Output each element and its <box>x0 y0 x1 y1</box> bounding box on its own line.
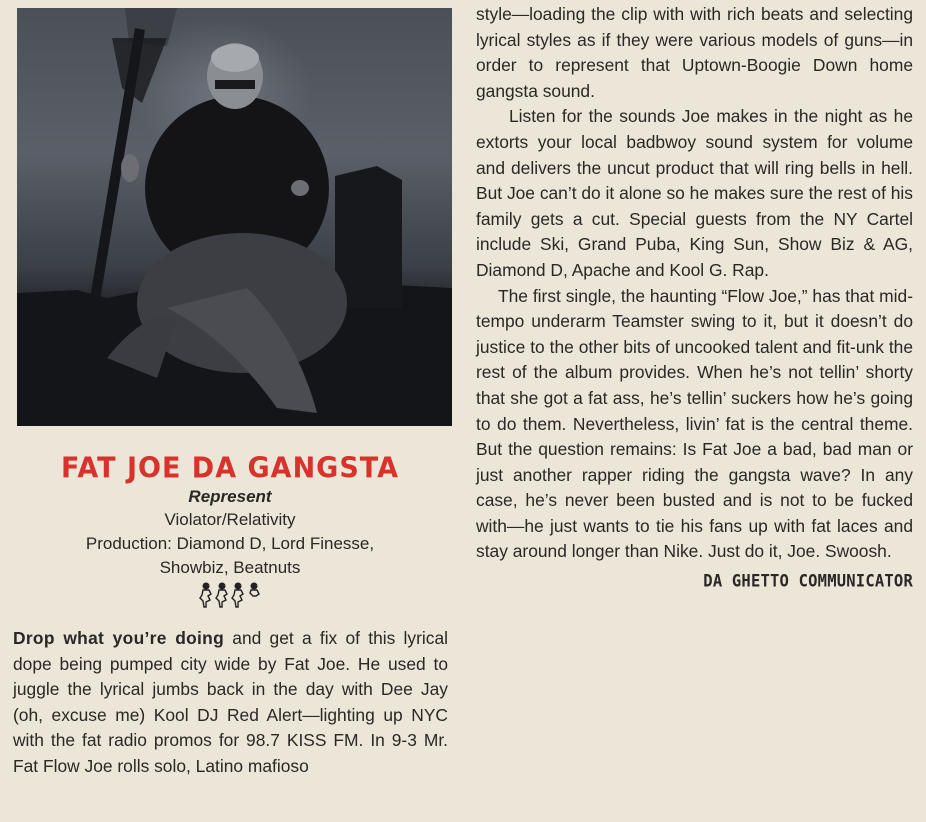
production-credits-line1: Production: Diamond D, Lord Finesse, <box>85 534 375 553</box>
review-paragraph-3: The first single, the haunting “Flow Joe,” has that mid-tempo underarm Teamster swing to it, but it doesn’t do justice to the other bits of uncooked talent and fit-unk the rest of the album provides. When he’s not tellin’ shorty that she got a fat ass, he’s tellin’ suckers how he’s going to do them. Nevertheless, livin’ fat is the central theme. But the question remains: Is Fat Joe a bad, bad man or just another rapper riding the gangsta wave? In any case, he’s never been busted and is not to be fucked with—he just wants to tie his fans up with fat laces and stay around longer than Nike. Just do it, Joe. Swoosh. <box>476 285 913 562</box>
byline: DA GHETTO COMMUNICATOR <box>703 571 913 591</box>
microphone-icon <box>198 582 214 608</box>
photo-illustration <box>17 8 452 426</box>
microphone-icon <box>230 582 246 608</box>
artist-name: FAT JOE DA GANGSTA <box>61 452 399 485</box>
review-paragraph-1-start: Drop what you’re doing and get a fix of this lyrical dope being pumped city wide by Fat Joe. He used to juggle the lyrical jumbs back in the day with Dee Jay (oh, excuse me) Kool DJ Red Alert—lighting up NYC with the fat radio promos for 98.7 KISS FM. In 9-3 Mr. Fat Flow Joe rolls solo, Latino mafioso <box>13 628 448 776</box>
album-title: Represent <box>188 487 272 506</box>
review-body-right-column <box>476 2 913 595</box>
half-microphone-icon <box>246 582 262 608</box>
record-label: Violator/Relativity <box>164 510 296 529</box>
lead-in: Drop what you’re doing <box>13 628 225 648</box>
review-header <box>0 452 460 608</box>
artist-photo <box>17 8 452 426</box>
review-paragraph-1-end: style—loading the clip with with rich beats and selecting lyrical styles as if they were various models of guns—in order to represent that Uptown-Boogie Down home gangsta sound. <box>476 4 913 101</box>
microphone-icon <box>214 582 230 608</box>
production-credits-line2: Showbiz, Beatnuts <box>159 558 301 577</box>
rating <box>0 582 460 608</box>
review-body-left-column <box>13 626 448 780</box>
review-paragraph-2: Listen for the sounds Joe makes in the night as he extorts your local badbwoy sound system for volume and delivers the uncut product that will ring bells in hell. But Joe can’t do it alone so he makes sure the rest of his family gets a cut. Special guests from the NY Cartel include Ski, Grand Puba, King Sun, Show Biz & AG, Diamond D, Apache and Kool G. Rap. <box>476 106 913 280</box>
